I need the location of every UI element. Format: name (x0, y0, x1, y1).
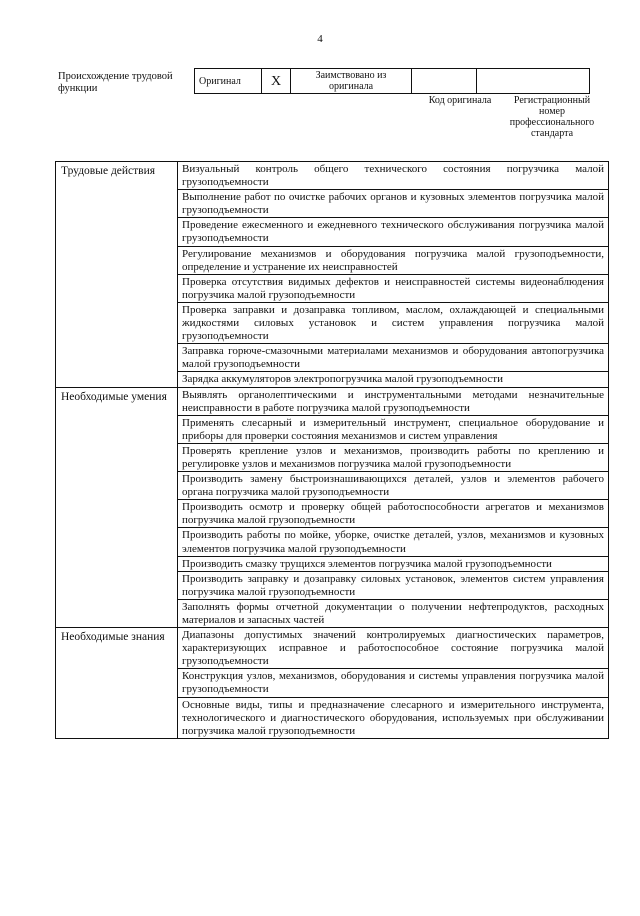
section-title: Необходимые знания (56, 628, 178, 739)
section-item: Регулирование механизмов и оборудования погрузчика малой грузоподъемности, определение и устранение их неисправностей (178, 246, 609, 274)
section-item: Диапазоны допустимых значений контролируемых диагностических параметров, характеризующих исправное и работоспособное состояние погрузчика малой грузоподъемности (178, 628, 609, 669)
section-item: Проверка отсутствия видимых дефектов и неисправностей системы видеонаблюдения погрузчика малой грузоподъемности (178, 274, 609, 302)
section-item: Визуальный контроль общего технического состояния погрузчика малой грузоподъемности (178, 162, 609, 190)
reg-number-cell (477, 69, 590, 94)
table-row (56, 162, 609, 190)
section-title: Необходимые умения (56, 387, 178, 628)
section-item: Конструкция узлов, механизмов, оборудования и системы управления погрузчика малой грузоподъемности (178, 669, 609, 697)
borrowed-label: Заимствовано из оригинала (291, 69, 412, 94)
section-item: Применять слесарный и измерительный инструмент, специальное оборудование и приборы для проверки состояния механизмов и систем управления (178, 415, 609, 443)
table-row (56, 628, 609, 669)
reg-label: Регистрационный номер профессионального стандарта (509, 95, 595, 139)
code-label: Код оригинала (428, 95, 492, 106)
section-item: Проведение ежесменного и ежедневного технического обслуживания погрузчика малой грузоподъемности (178, 218, 609, 246)
page-number: 4 (317, 33, 323, 45)
code-cell (412, 69, 477, 94)
original-label: Оригинал (195, 69, 262, 94)
section-item: Выполнение работ по очистке рабочих органов и кузовных элементов погрузчика малой грузоподъемности (178, 190, 609, 218)
section-item: Производить осмотр и проверку общей работоспособности агрегатов и механизмов погрузчика малой грузоподъемности (178, 500, 609, 528)
section-item: Выявлять органолептическими и инструментальными методами незначительные неисправности в работе погрузчика малой грузоподъемности (178, 387, 609, 415)
section-item: Зарядка аккумуляторов электропогрузчика малой грузоподъемности (178, 372, 609, 387)
section-title: Трудовые действия (56, 162, 178, 388)
section-item: Заправка горюче-смазочными материалами механизмов и оборудования автопогрузчика малой грузоподъемности (178, 344, 609, 372)
section-item: Производить работы по мойке, уборке, очистке деталей, узлов, механизмов и кузовных элементов погрузчика малой грузоподъемности (178, 528, 609, 556)
section-item: Заполнять формы отчетной документации о получении нефтепродуктов, расходных материалов и запасных частей (178, 599, 609, 627)
section-item: Проверка заправки и дозаправка топливом, маслом, охлаждающей и специальными жидкостями силовых установок и систем управления погрузчика малой грузоподъемности (178, 302, 609, 343)
origin-label: Происхождение трудовой функции (58, 71, 173, 94)
section-item: Производить заправку и дозаправку силовых установок, элементов систем управления погрузчика малой грузоподъемности (178, 571, 609, 599)
table-row (56, 387, 609, 415)
function-table (55, 161, 609, 739)
section-item: Проверять крепление узлов и механизмов, производить работы по креплению и регулировке узлов и механизмов погрузчика малой грузоподъемности (178, 443, 609, 471)
section-item: Производить замену быстроизнашивающихся деталей, узлов и элементов рабочего органа погрузчика малой грузоподъемности (178, 472, 609, 500)
section-item: Основные виды, типы и предназначение слесарного и измерительного инструмента, технологического и диагностического оборудования, используемых при обслуживании погрузчика малой грузоподъемности (178, 697, 609, 738)
function-table-body (56, 162, 609, 739)
section-item: Производить смазку трущихся элементов погрузчика малой грузоподъемности (178, 556, 609, 571)
original-mark: X (262, 69, 291, 94)
origin-table (194, 68, 590, 94)
